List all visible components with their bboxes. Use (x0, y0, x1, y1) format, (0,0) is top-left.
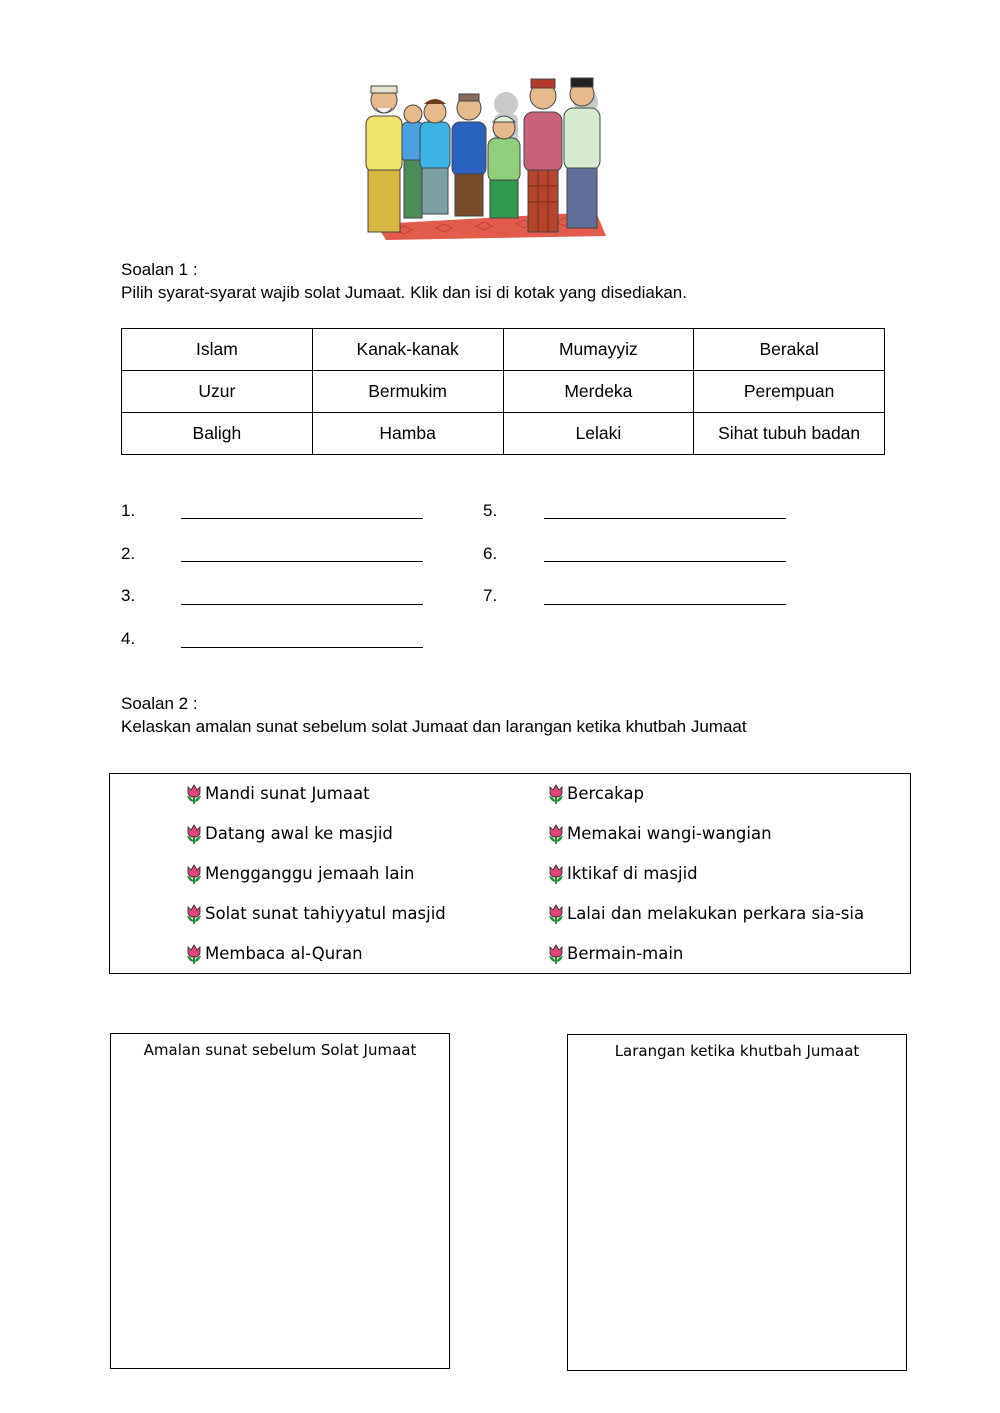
tulip-icon (547, 944, 565, 964)
word-cell[interactable]: Sihat tubuh badan (694, 413, 885, 455)
tulip-icon (185, 824, 203, 844)
q1-title: Soalan 1 : (121, 260, 198, 279)
q1-instruction: Pilih syarat-syarat wajib solat Jumaat. Klik dan isi di kotak yang disediakan. (121, 283, 687, 302)
drop-box-larangan[interactable] (567, 1034, 907, 1371)
drop-box-title: Larangan ketika khutbah Jumaat (614, 1042, 860, 1060)
answer-number: 1. (121, 501, 136, 520)
answer-blank-1[interactable] (181, 518, 423, 519)
draggable-item[interactable] (547, 903, 864, 925)
answer-number: 7. (483, 586, 498, 605)
tulip-icon (185, 944, 203, 964)
word-choice-table (121, 328, 885, 455)
answer-blank-7[interactable] (544, 604, 786, 605)
tulip-icon (185, 904, 203, 924)
draggable-item[interactable] (547, 783, 644, 805)
word-cell[interactable]: Merdeka (503, 371, 694, 413)
q2-instruction: Kelaskan amalan sunat sebelum solat Jumaat dan larangan ketika khutbah Jumaat (121, 717, 747, 736)
item-label: Bermain-main (567, 944, 684, 963)
word-cell[interactable]: Perempuan (694, 371, 885, 413)
answer-blank-4[interactable] (181, 647, 423, 648)
item-label: Lalai dan melakukan perkara sia-sia (567, 904, 865, 923)
answer-blank-5[interactable] (544, 518, 786, 519)
answer-number: 6. (483, 544, 498, 563)
tulip-icon (547, 784, 565, 804)
tulip-icon (547, 864, 565, 884)
draggable-item[interactable] (547, 823, 772, 845)
draggable-item[interactable] (185, 823, 393, 845)
draggable-item[interactable] (547, 943, 683, 965)
draggable-item[interactable] (547, 863, 698, 885)
tulip-icon (547, 904, 565, 924)
word-cell[interactable]: Mumayyiz (503, 329, 694, 371)
congregation-illustration (356, 74, 612, 240)
item-label: Mengganggu jemaah lain (205, 864, 415, 883)
draggable-item[interactable] (185, 783, 370, 805)
item-label: Bercakap (567, 784, 644, 803)
tulip-icon (185, 784, 203, 804)
item-label: Memakai wangi-wangian (567, 824, 772, 843)
word-cell[interactable]: Lelaki (503, 413, 694, 455)
word-cell[interactable]: Hamba (312, 413, 503, 455)
answer-blank-6[interactable] (544, 561, 786, 562)
answer-blank-2[interactable] (181, 561, 423, 562)
word-cell[interactable]: Baligh (122, 413, 313, 455)
drop-box-amalan-sunat[interactable] (110, 1033, 450, 1369)
tulip-icon (547, 824, 565, 844)
item-label: Iktikaf di masjid (567, 864, 698, 883)
tulip-icon (185, 864, 203, 884)
draggable-item[interactable] (185, 903, 446, 925)
word-cell[interactable]: Bermukim (312, 371, 503, 413)
word-cell[interactable]: Uzur (122, 371, 313, 413)
item-label: Solat sunat tahiyyatul masjid (205, 904, 446, 923)
drop-box-title: Amalan sunat sebelum Solat Jumaat (143, 1041, 417, 1059)
item-label: Mandi sunat Jumaat (205, 784, 370, 803)
answer-number: 4. (121, 629, 136, 648)
item-label: Datang awal ke masjid (205, 824, 393, 843)
word-cell[interactable]: Islam (122, 329, 313, 371)
answer-blank-3[interactable] (181, 604, 423, 605)
draggable-item[interactable] (185, 863, 414, 885)
answer-number: 2. (121, 544, 136, 563)
word-cell[interactable]: Berakal (694, 329, 885, 371)
answer-number: 5. (483, 501, 498, 520)
item-label: Membaca al-Quran (205, 944, 363, 963)
q2-title: Soalan 2 : (121, 694, 198, 713)
word-cell[interactable]: Kanak-kanak (312, 329, 503, 371)
draggable-item[interactable] (185, 943, 363, 965)
answer-number: 3. (121, 586, 136, 605)
